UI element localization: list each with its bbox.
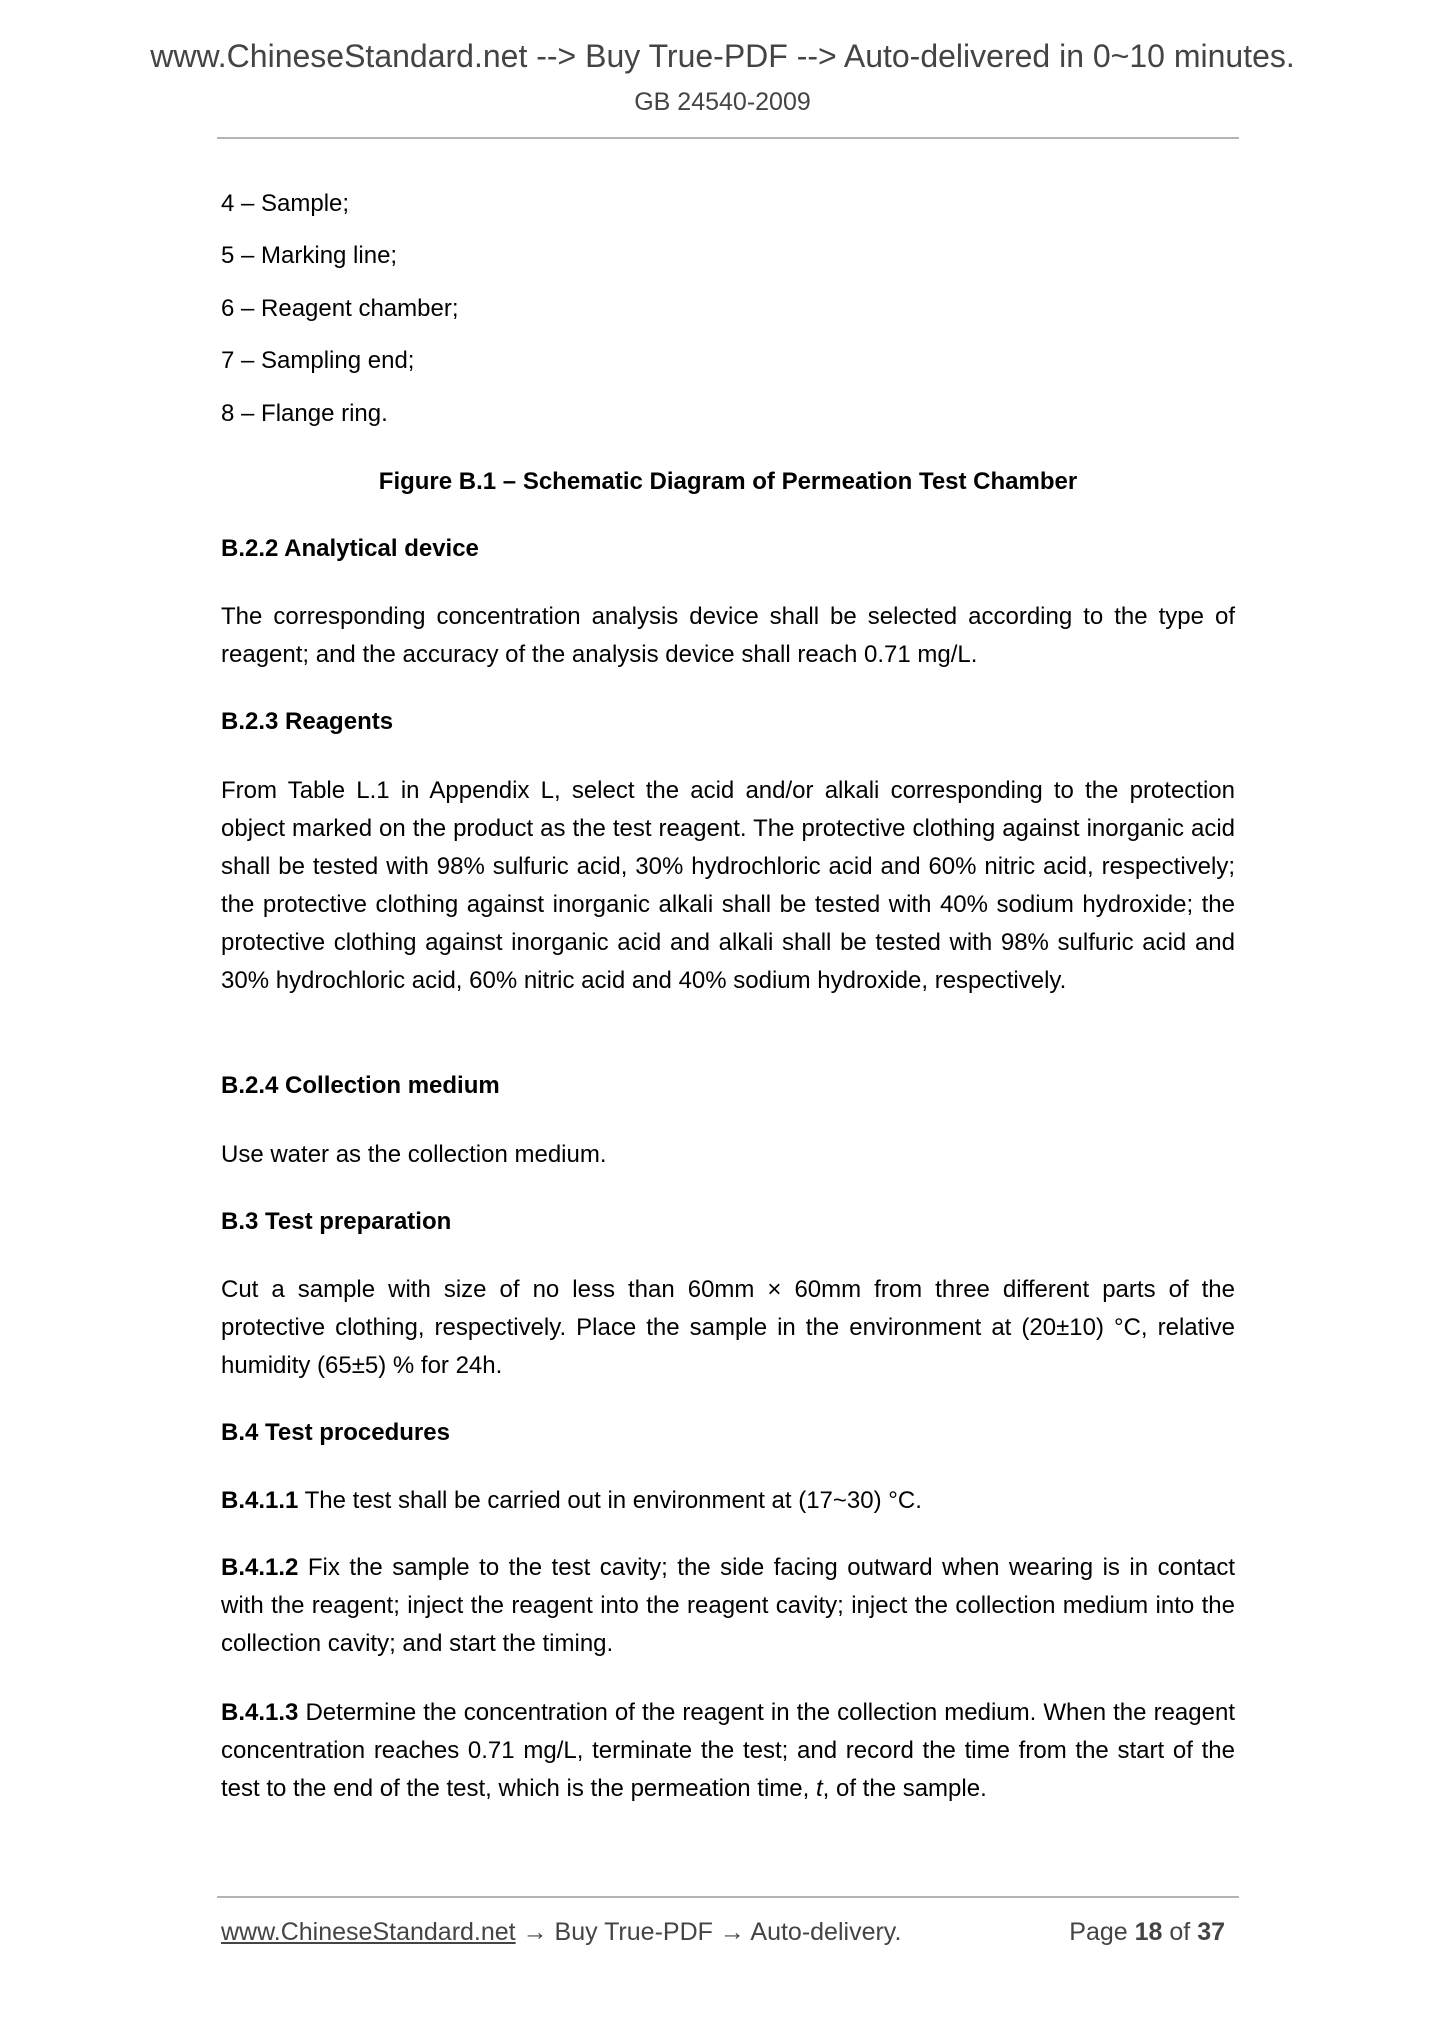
- legend-item: 5 – Marking line;: [221, 242, 398, 269]
- paragraph: Cut a sample with size of no less than 60mm × 60mm from three different parts of the protective clothing, respectively. Place the sample in the environment at (20±10) °C, relative humidity (65±5) % for 24h.: [221, 1276, 1235, 1379]
- clause-text: Determine the concentration of the reagent in the collection medium. When the reagent concentration reaches 0.71 mg/L, terminate the test; and record the time from the start of the test to the end of the test, which is the permeation time,: [221, 1699, 1235, 1802]
- section-heading: B.2.4 Collection medium: [221, 1072, 500, 1099]
- paragraph: Use water as the collection medium.: [221, 1141, 607, 1168]
- header-banner: www.ChineseStandard.net --> Buy True-PDF --> Auto-delivered in 0~10 minutes.: [150, 38, 1295, 74]
- figure-caption: Figure B.1 – Schematic Diagram of Permeation Test Chamber: [378, 468, 1078, 495]
- doc-id: GB 24540-2009: [634, 88, 811, 116]
- clause-b411: [221, 1482, 1235, 1520]
- clause-label: B.4.1.3: [221, 1699, 299, 1726]
- section-heading: B.2.2 Analytical device: [221, 535, 479, 562]
- clause-b412: [221, 1549, 1235, 1663]
- clause-text: Fix the sample to the test cavity; the side facing outward when wearing is in contact with the reagent; inject the reagent into the reagent cavity; inject the collection medium into the collection cavity; and start the timing.: [221, 1554, 1235, 1657]
- clause-b413: [221, 1694, 1235, 1808]
- footer-left: [221, 1918, 901, 1947]
- clause-text: , of the sample.: [822, 1775, 987, 1802]
- paragraph: The corresponding concentration analysis device shall be selected according to the type of reagent; and the accuracy of the analysis device shall reach 0.71 mg/L.: [221, 603, 1235, 668]
- legend-item: 4 – Sample;: [221, 190, 350, 217]
- footer-divider: [217, 1896, 1239, 1898]
- clause-text: The test shall be carried out in environment at (17~30) °C.: [298, 1487, 922, 1514]
- page-label: Page: [1069, 1918, 1128, 1946]
- section-heading: B.2.3 Reagents: [221, 708, 394, 735]
- legend-item: 8 – Flange ring.: [221, 400, 388, 427]
- header-divider: [217, 137, 1239, 139]
- footer-tagline: → Buy True-PDF → Auto-delivery.: [515, 1918, 902, 1946]
- page-number: 18: [1134, 1918, 1163, 1946]
- footer-link[interactable]: www.ChineseStandard.net: [221, 1918, 516, 1946]
- clause-label: B.4.1.2: [221, 1554, 299, 1581]
- page-indicator: [1069, 1918, 1225, 1947]
- of-label: of: [1169, 1918, 1191, 1946]
- paragraph: From Table L.1 in Appendix L, select the acid and/or alkali corresponding to the protection object marked on the product as the test reagent. The protective clothing against inorganic acid shall be tested with 98% sulfuric acid, 30% hydrochloric acid and 60% nitric acid, respectively; the protective clothing against inorganic alkali shall be tested with 40% sodium hydroxide; the protective clothing against inorganic acid and alkali shall be tested with 98% sulfuric acid and 30% hydrochloric acid, 60% nitric acid and 40% sodium hydroxide, respectively.: [221, 777, 1235, 994]
- clause-label: B.4.1.1: [221, 1487, 299, 1514]
- legend-item: 7 – Sampling end;: [221, 347, 415, 374]
- variable-t: t: [815, 1775, 823, 1802]
- page-total: 37: [1197, 1918, 1225, 1946]
- section-heading: B.3 Test preparation: [221, 1208, 452, 1235]
- section-heading: B.4 Test procedures: [221, 1419, 450, 1446]
- legend-item: 6 – Reagent chamber;: [221, 295, 459, 322]
